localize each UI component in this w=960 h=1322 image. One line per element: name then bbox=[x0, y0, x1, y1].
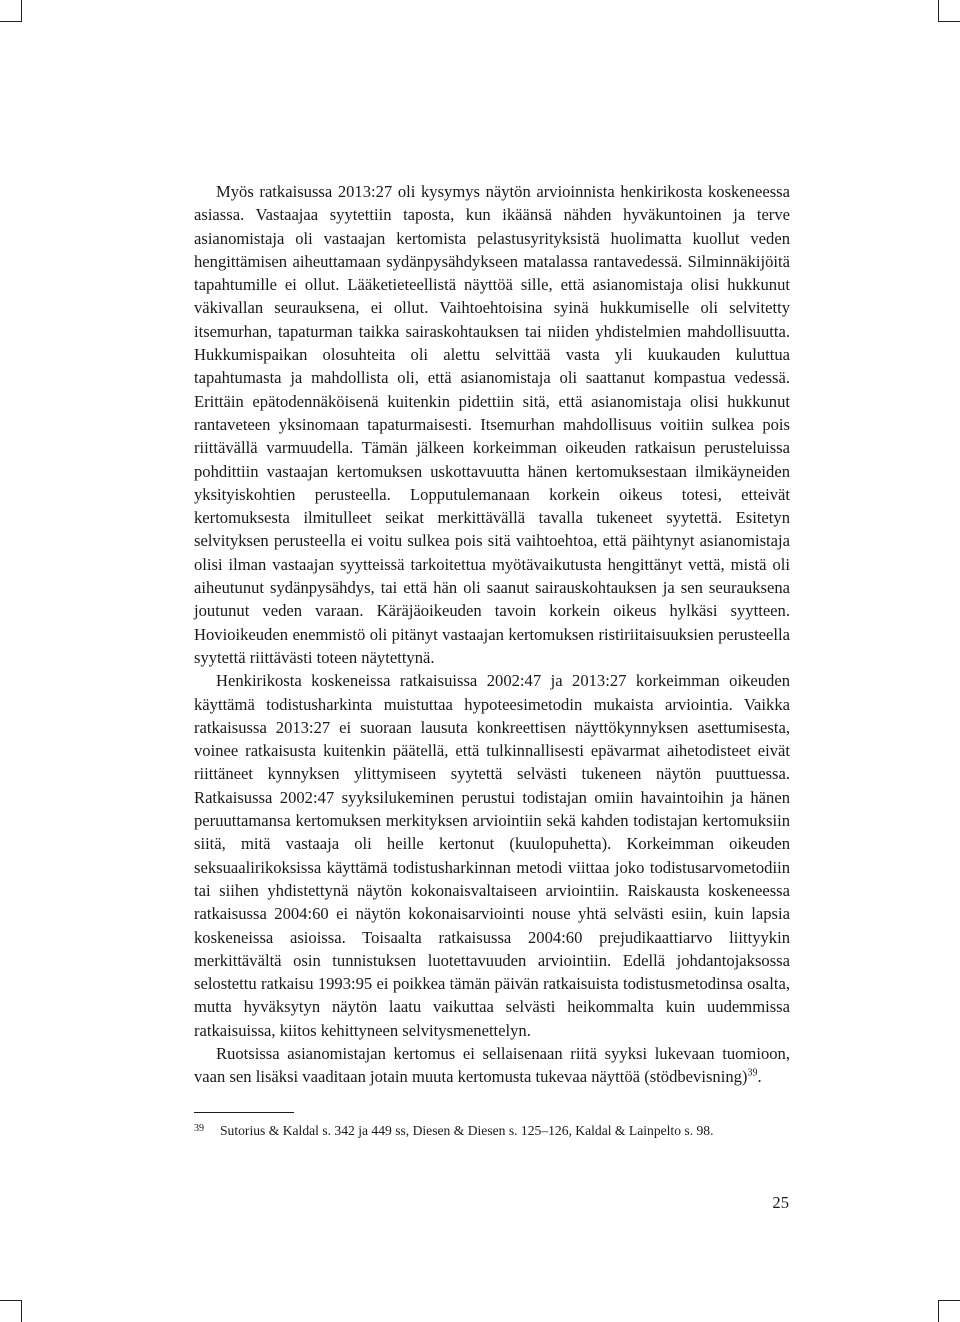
crop-mark-bottom-right-v bbox=[938, 1300, 939, 1322]
page-number: 25 bbox=[772, 1193, 789, 1212]
paragraph-2: Henkirikosta koskeneissa ratkaisuissa 2002:47 ja 2013:27 korkeimman oikeuden käyttämä todistusharkinta muistuttaa hypoteesimetodin mukaista arviointia. Vaikka ratkaisussa 2013:27 ei suoraan lausuta konkreettisen näyttökynnyksen asettumisesta, voinee ratkaisusta kuitenkin päätellä, että tulkinnallisesti epävarmat aihetodisteet eivät riittäneet kynnyksen ylittymiseen syytettä selvästi tukeneen näytön puuttuessa. Ratkaisussa 2002:47 syyksilukeminen perustui todistajan omiin havaintoihin ja hänen peruuttamansa kertomuksen merkityksen arviointiin sekä kahden todistajan kertomuksiin siitä, mitä vastaaja oli heille kertonut (kuulopuhetta). Korkeimman oikeuden seksuaalirikoksissa käyttämä todistusharkinnan metodi viittaa joko todistusarvometodiin tai siihen yhdistettynä näytön kokonaisvaltaiseen arviointiin. Raiskausta koskeneessa ratkaisussa 2004:60 ei näytön kokonaisarviointi nouse yhtä selvästi esiin, kuin lapsia koskeneissa asioissa. Toisaalta ratkaisussa 2004:60 prejudikaattiarvo liittyykin merkittävältä osin tunnistuksen luotettavuuden arviointiin. Edellä johdantojaksossa selostettu ratkaisu 1993:95 ei poikkea tämän päivän ratkaisuista todistusmetodinsa osalta, mutta hyväksytyn näytön laatu vaikuttaa selvästi heikommalta kuin uudemmissa ratkaisuissa, kiitos kehittyneen selvitysmenettelyn. bbox=[194, 671, 790, 1040]
footnote-text: Sutorius & Kaldal s. 342 ja 449 ss, Diesen & Diesen s. 125–126, Kaldal & Lainpelto s. 98. bbox=[220, 1123, 714, 1138]
footnote-number: 39 bbox=[194, 1123, 204, 1134]
crop-mark-top-right-h bbox=[938, 21, 960, 22]
crop-mark-top-right-v bbox=[938, 0, 939, 22]
crop-mark-bottom-left-h bbox=[0, 1300, 22, 1301]
paragraph-3-text: Ruotsissa asianomistajan kertomus ei sellaisenaan riitä syyksi lukevaan tuomioon, vaan sen lisäksi vaaditaan jotain muuta kertomusta tukevaa näyttöä (stödbevisning) bbox=[194, 1043, 790, 1087]
footnote-39 bbox=[194, 1121, 790, 1141]
crop-mark-bottom-left-v bbox=[21, 1300, 22, 1322]
crop-mark-top-left-h bbox=[0, 21, 22, 22]
footnote-reference-39[interactable]: 39 bbox=[747, 1067, 758, 1079]
paragraph-3 bbox=[194, 1042, 790, 1089]
crop-mark-top-left-v bbox=[21, 0, 22, 22]
body-text bbox=[194, 180, 790, 1089]
paragraph-3-end: . bbox=[757, 1067, 762, 1087]
paragraph-1: Myös ratkaisussa 2013:27 oli kysymys näytön arvioinnista henkirikosta koskeneessa asiassa. Vastaajaa syytettiin taposta, kun ikäänsä nähden hyväkuntoinen ja terve asianomistaja oli vastaajan kertomista pelastusyrityksistä huolimatta kuollut veden hengittämisen aiheuttamaan sydänpysähdykseen matalassa rantavedessä. Silminnäkijöitä tapahtumille ei ollut. Lääketieteellistä näyttöä sille, että asianomistaja olisi hukkunut väkivallan seurauksena, ei ollut. Vaihtoehtoisina syinä hukkumiselle oli selvitetty itsemurhan, tapaturman taikka sairaskohtauksen tai niiden yhdistelmien mahdollisuutta. Hukkumispaikan olosuhteita oli alettu selvittää vasta yli kuukauden kuluttua tapahtumasta ja mahdollista oli, että asianomistaja oli saattanut kompastua vedessä. Erittäin epätodennäköisenä kuitenkin pidettiin sitä, että asianomistaja olisi hukkunut rantaveteen yksinomaan tapaturmaisesti. Itsemurhan mahdollisuus voitiin sulkea pois riittävällä varmuudella. Tämän jälkeen korkeimman oikeuden ratkaisun perusteluissa pohdittiin vastaajan kertomuksen uskottavuutta hänen kertomuksestaan ilmikäyneiden yksityiskohtien perusteella. Lopputulemanaan korkein oikeus totesi, etteivät kertomuksesta ilmitulleet seikat merkittävällä tavalla tukeneet syytettä. Esitetyn selvityksen perusteella ei voitu sulkea pois sitä vaihtoehtoa, että päihtynyt asianomistaja olisi ilman vastaajan syytteissä tarkoitettua myötävaikutusta hengittänyt vettä, mistä oli aiheutunut sydänpysähdys, tai että hän oli saanut sairauskohtauksen ja sen seurauksena joutunut veden varaan. Käräjäoikeuden tavoin korkein oikeus hylkäsi syytteen. Hovioikeuden enemmistö oli pitänyt vastaajan kertomuksen ristiriitaisuuksien perusteella syytettä riittävästi toteen näytettynä. bbox=[194, 182, 790, 667]
footnote-separator bbox=[194, 1112, 294, 1113]
crop-mark-bottom-right-h bbox=[938, 1300, 960, 1301]
